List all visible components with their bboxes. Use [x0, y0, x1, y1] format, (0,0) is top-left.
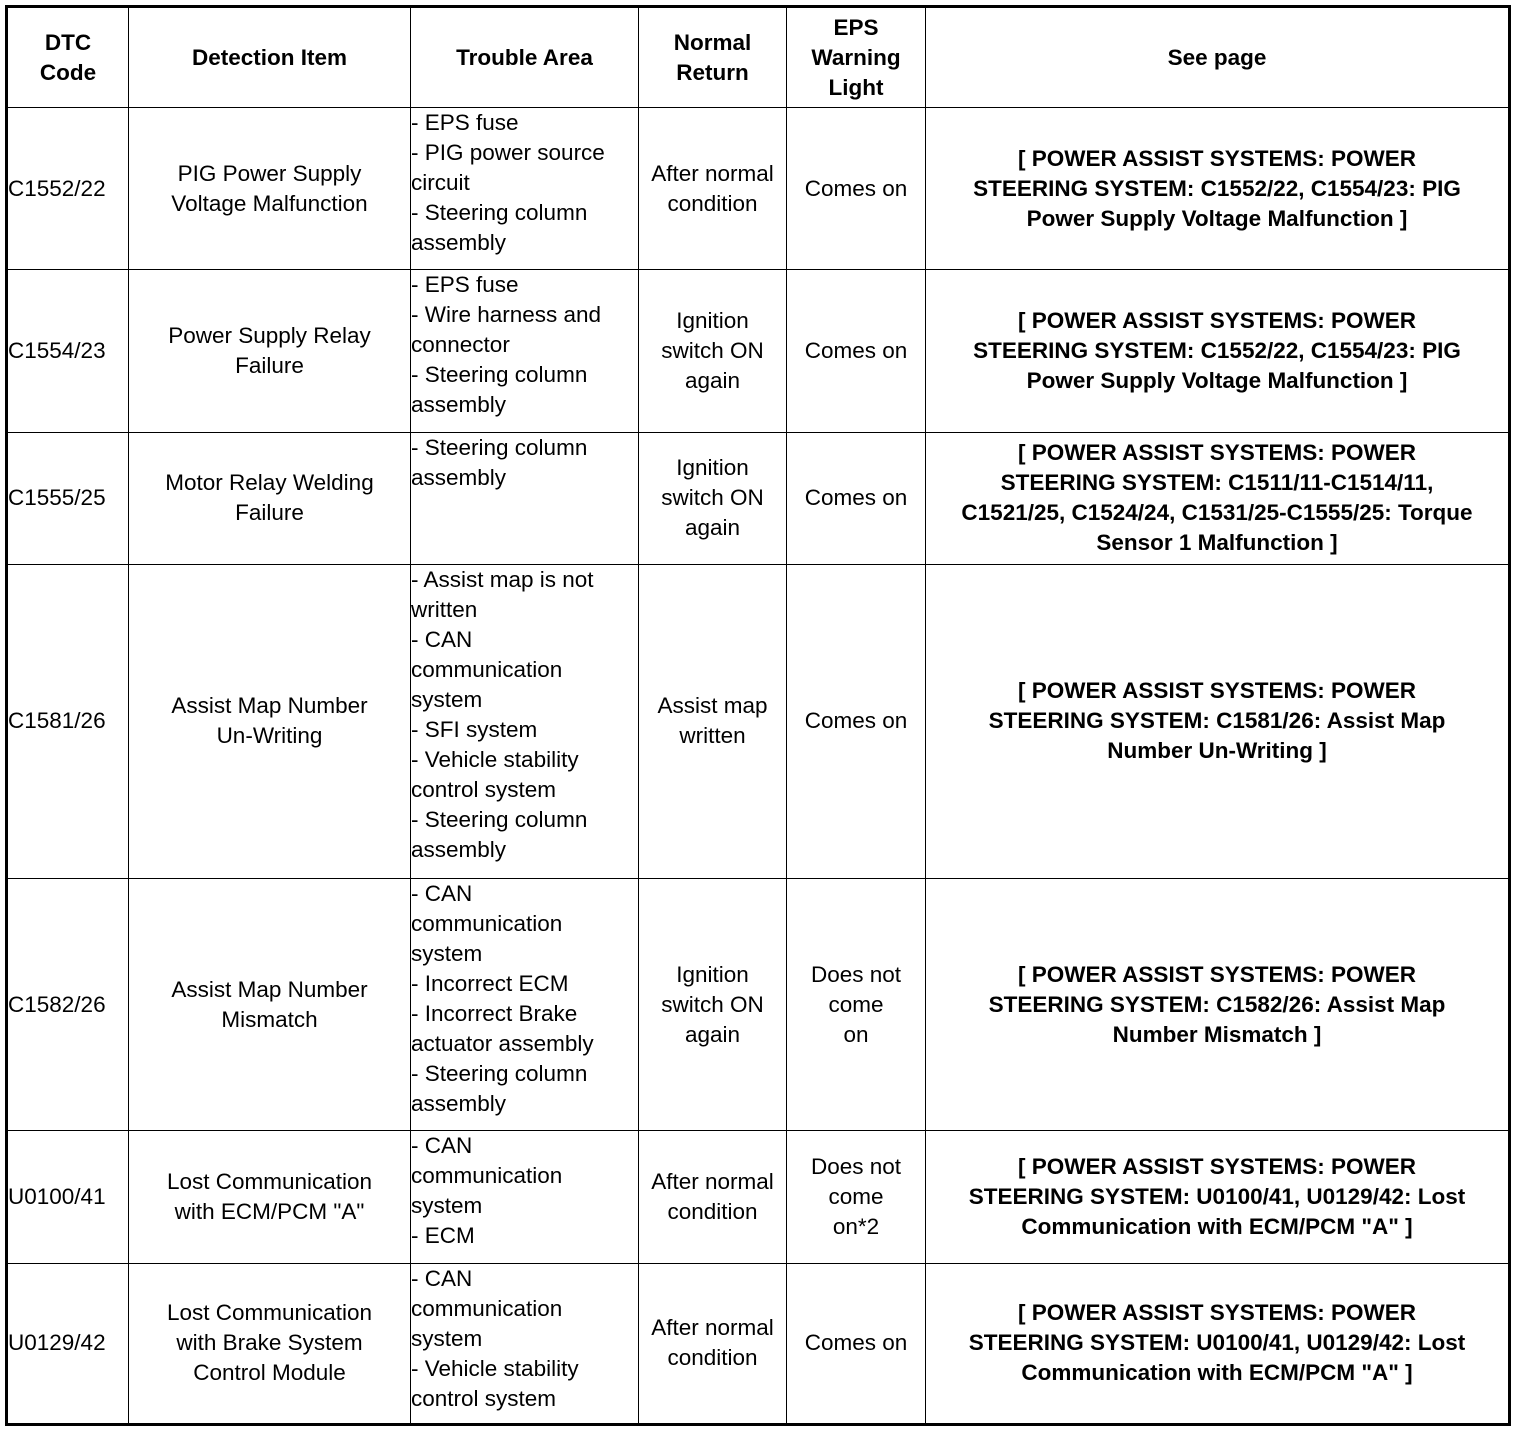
see-page-line: [ POWER ASSIST SYSTEMS: POWER — [1018, 1153, 1416, 1179]
detection-item-line: Power Supply Relay — [168, 323, 371, 349]
eps-warning-light-line: Comes on — [804, 708, 908, 734]
detection-item-line: Motor Relay Welding — [165, 470, 374, 496]
dtc-code-cell: U0100/41 — [7, 1131, 129, 1263]
table-row — [7, 878, 1510, 1131]
normal-return-cell — [639, 1131, 787, 1263]
trouble-area-line: communication — [411, 657, 563, 683]
normal-return-line: Ignition — [676, 961, 749, 987]
dtc-code-cell: U0129/42 — [7, 1263, 129, 1424]
trouble-area-line: assembly — [411, 392, 507, 418]
trouble-area-line: - EPS fuse — [411, 272, 519, 298]
header-trouble-area — [411, 7, 639, 108]
trouble-area-line: - ECM — [411, 1223, 475, 1249]
see-page-cell — [926, 1131, 1510, 1263]
trouble-area-cell — [411, 565, 639, 879]
trouble-area-line: - Steering column — [411, 807, 588, 833]
detection-item-line: Control Module — [193, 1360, 346, 1386]
detection-item-line: Lost Communication — [166, 1168, 373, 1194]
table-row — [7, 108, 1510, 270]
trouble-area-line: communication — [411, 910, 563, 936]
trouble-area-line: control system — [411, 777, 557, 803]
dtc-code-cell: C1552/22 — [7, 108, 129, 270]
trouble-area-line: - CAN — [411, 880, 473, 906]
detection-item-cell — [129, 1263, 411, 1424]
trouble-area-line: assembly — [411, 230, 507, 255]
normal-return-line: switch ON — [661, 485, 764, 511]
normal-return-line: Ignition — [676, 455, 749, 481]
normal-return-cell — [639, 565, 787, 879]
see-page-line: STEERING SYSTEM: C1552/22, C1554/23: PIG — [973, 175, 1461, 201]
detection-item-line: Mismatch — [221, 1006, 318, 1032]
trouble-area-line: - Vehicle stability — [411, 747, 579, 773]
see-page-cell — [926, 1263, 1510, 1424]
eps-warning-light-line: on*2 — [832, 1213, 880, 1239]
see-page-line: Number Un-Writing ] — [1107, 738, 1327, 764]
table-row — [7, 1263, 1510, 1424]
trouble-area-line: actuator assembly — [411, 1030, 594, 1056]
normal-return-cell — [639, 108, 787, 270]
detection-item-line: Assist Map Number — [171, 693, 368, 719]
see-page-line: [ POWER ASSIST SYSTEMS: POWER — [1018, 440, 1416, 466]
dtc-code-cell: C1582/26 — [7, 878, 129, 1131]
eps-warning-light-cell — [787, 108, 926, 270]
header-line: Code — [39, 59, 97, 85]
eps-warning-light-line: Comes on — [804, 1330, 908, 1356]
trouble-area-line: - SFI system — [411, 717, 538, 743]
see-page-line: [ POWER ASSIST SYSTEMS: POWER — [1018, 145, 1416, 171]
see-page-line: Sensor 1 Malfunction ] — [1096, 530, 1338, 556]
trouble-area-line: - Wire harness and — [411, 302, 602, 328]
normal-return-line: condition — [667, 190, 758, 216]
trouble-area-cell — [411, 432, 639, 564]
normal-return-line: again — [684, 368, 741, 394]
table-row — [7, 432, 1510, 564]
detection-item-cell — [129, 1131, 411, 1263]
header-line: Detection Item — [191, 44, 348, 70]
detection-item-line: Lost Communication — [166, 1300, 373, 1326]
dtc-code-cell: C1554/23 — [7, 270, 129, 432]
normal-return-line: switch ON — [661, 338, 764, 364]
detection-item-line: Failure — [235, 353, 304, 379]
normal-return-line: After normal — [651, 160, 774, 186]
dtc-table — [5, 5, 1511, 1426]
see-page-line: [ POWER ASSIST SYSTEMS: POWER — [1018, 1300, 1416, 1326]
see-page-cell — [926, 108, 1510, 270]
trouble-area-cell — [411, 878, 639, 1131]
table-body — [7, 108, 1510, 1425]
detection-item-line: with ECM/PCM "A" — [174, 1198, 365, 1224]
see-page-cell — [926, 878, 1510, 1131]
normal-return-line: written — [679, 723, 746, 749]
header-detection-item — [129, 7, 411, 108]
see-page-line: STEERING SYSTEM: C1582/26: Assist Map — [988, 991, 1446, 1017]
detection-item-cell — [129, 270, 411, 432]
trouble-area-line: - CAN — [411, 627, 473, 653]
eps-warning-light-line: Comes on — [804, 175, 908, 201]
eps-warning-light-cell — [787, 270, 926, 432]
table-row — [7, 1131, 1510, 1263]
header-line: Light — [828, 74, 884, 100]
see-page-line: STEERING SYSTEM: C1581/26: Assist Map — [988, 708, 1446, 734]
trouble-area-line: - EPS fuse — [411, 110, 519, 135]
trouble-area-line: - Incorrect Brake — [411, 1000, 578, 1026]
header-dtc-code — [7, 7, 129, 108]
detection-item-line: Voltage Malfunction — [171, 190, 368, 216]
normal-return-cell — [639, 270, 787, 432]
eps-warning-light-line: Does not — [810, 961, 902, 987]
normal-return-line: condition — [667, 1198, 758, 1224]
dtc-code-cell: C1581/26 — [7, 565, 129, 879]
trouble-area-line: - Steering column — [411, 362, 588, 388]
trouble-area-line: connector — [411, 332, 510, 358]
see-page-line: Communication with ECM/PCM "A" ] — [1021, 1213, 1413, 1239]
trouble-area-line: assembly — [411, 1090, 507, 1116]
eps-warning-light-line: Does not — [810, 1153, 902, 1179]
header-line: EPS — [833, 14, 879, 40]
trouble-area-line: circuit — [411, 170, 470, 195]
eps-warning-light-cell — [787, 1263, 926, 1424]
normal-return-cell — [639, 1263, 787, 1424]
see-page-cell — [926, 565, 1510, 879]
normal-return-line: After normal — [651, 1315, 774, 1341]
eps-warning-light-line: Comes on — [804, 338, 908, 364]
normal-return-line: again — [684, 1021, 741, 1047]
trouble-area-line: assembly — [411, 464, 507, 490]
header-row — [7, 7, 1510, 108]
detection-item-line: Failure — [235, 500, 304, 526]
detection-item-line: Assist Map Number — [171, 976, 368, 1002]
header-eps-warning-light — [787, 7, 926, 108]
table-row — [7, 270, 1510, 432]
eps-warning-light-cell — [787, 1131, 926, 1263]
trouble-area-line: - Assist map is not — [411, 567, 594, 593]
see-page-line: STEERING SYSTEM: C1552/22, C1554/23: PIG — [973, 338, 1461, 364]
trouble-area-line: - Steering column — [411, 200, 588, 225]
see-page-line: C1521/25, C1524/24, C1531/25-C1555/25: Torque — [961, 500, 1473, 526]
eps-warning-light-line: on — [843, 1021, 869, 1047]
header-line: DTC — [44, 29, 92, 55]
normal-return-cell — [639, 878, 787, 1131]
see-page-line: STEERING SYSTEM: C1511/11-C1514/11, — [1000, 470, 1434, 496]
normal-return-line: Ignition — [676, 308, 749, 334]
trouble-area-cell — [411, 108, 639, 270]
trouble-area-line: communication — [411, 1295, 563, 1321]
trouble-area-line: assembly — [411, 837, 507, 863]
trouble-area-line: - Steering column — [411, 434, 588, 460]
see-page-line: [ POWER ASSIST SYSTEMS: POWER — [1018, 961, 1416, 987]
trouble-area-line: control system — [411, 1385, 557, 1411]
see-page-line: Number Mismatch ] — [1112, 1021, 1322, 1047]
trouble-area-cell — [411, 1131, 639, 1263]
eps-warning-light-cell — [787, 878, 926, 1131]
trouble-area-line: system — [411, 1193, 483, 1219]
detection-item-line: Un-Writing — [216, 723, 323, 749]
see-page-line: [ POWER ASSIST SYSTEMS: POWER — [1018, 308, 1416, 334]
see-page-line: Communication with ECM/PCM "A" ] — [1021, 1360, 1413, 1386]
header-see-page — [926, 7, 1510, 108]
detection-item-cell — [129, 108, 411, 270]
trouble-area-cell — [411, 270, 639, 432]
header-normal-return — [639, 7, 787, 108]
trouble-area-line: system — [411, 1325, 483, 1351]
header-line: Return — [676, 59, 749, 85]
trouble-area-line: - CAN — [411, 1133, 473, 1159]
detection-item-cell — [129, 878, 411, 1131]
detection-item-line: PIG Power Supply — [177, 160, 362, 186]
trouble-area-line: - CAN — [411, 1265, 473, 1291]
detection-item-line: with Brake System — [176, 1330, 363, 1356]
eps-warning-light-line: Comes on — [804, 485, 908, 511]
see-page-cell — [926, 432, 1510, 564]
detection-item-cell — [129, 565, 411, 879]
trouble-area-line: system — [411, 940, 483, 966]
trouble-area-line: - Steering column — [411, 1060, 588, 1086]
see-page-line: Power Supply Voltage Malfunction ] — [1026, 368, 1408, 394]
see-page-line: Power Supply Voltage Malfunction ] — [1026, 205, 1408, 231]
normal-return-line: condition — [667, 1345, 758, 1371]
eps-warning-light-cell — [787, 432, 926, 564]
normal-return-cell — [639, 432, 787, 564]
see-page-line: [ POWER ASSIST SYSTEMS: POWER — [1018, 678, 1416, 704]
trouble-area-line: system — [411, 687, 483, 713]
trouble-area-line: written — [411, 597, 478, 623]
trouble-area-line: - Incorrect ECM — [411, 970, 569, 996]
eps-warning-light-line: come — [828, 991, 884, 1017]
table-row — [7, 565, 1510, 879]
trouble-area-line: - Vehicle stability — [411, 1355, 579, 1381]
detection-item-cell — [129, 432, 411, 564]
trouble-area-line: - PIG power source — [411, 140, 605, 165]
trouble-area-cell — [411, 1263, 639, 1424]
see-page-line: STEERING SYSTEM: U0100/41, U0129/42: Lost — [968, 1330, 1466, 1356]
header-line: See page — [1167, 44, 1267, 70]
eps-warning-light-line: come — [828, 1183, 884, 1209]
normal-return-line: Assist map — [657, 693, 768, 719]
trouble-area-line: communication — [411, 1163, 563, 1189]
normal-return-line: After normal — [651, 1168, 774, 1194]
normal-return-line: switch ON — [661, 991, 764, 1017]
see-page-cell — [926, 270, 1510, 432]
header-line: Normal — [673, 29, 752, 55]
see-page-line: STEERING SYSTEM: U0100/41, U0129/42: Lost — [968, 1183, 1466, 1209]
eps-warning-light-cell — [787, 565, 926, 879]
header-line: Trouble Area — [456, 44, 593, 70]
normal-return-line: again — [684, 515, 741, 541]
dtc-code-cell: C1555/25 — [7, 432, 129, 564]
header-line: Warning — [811, 44, 901, 70]
